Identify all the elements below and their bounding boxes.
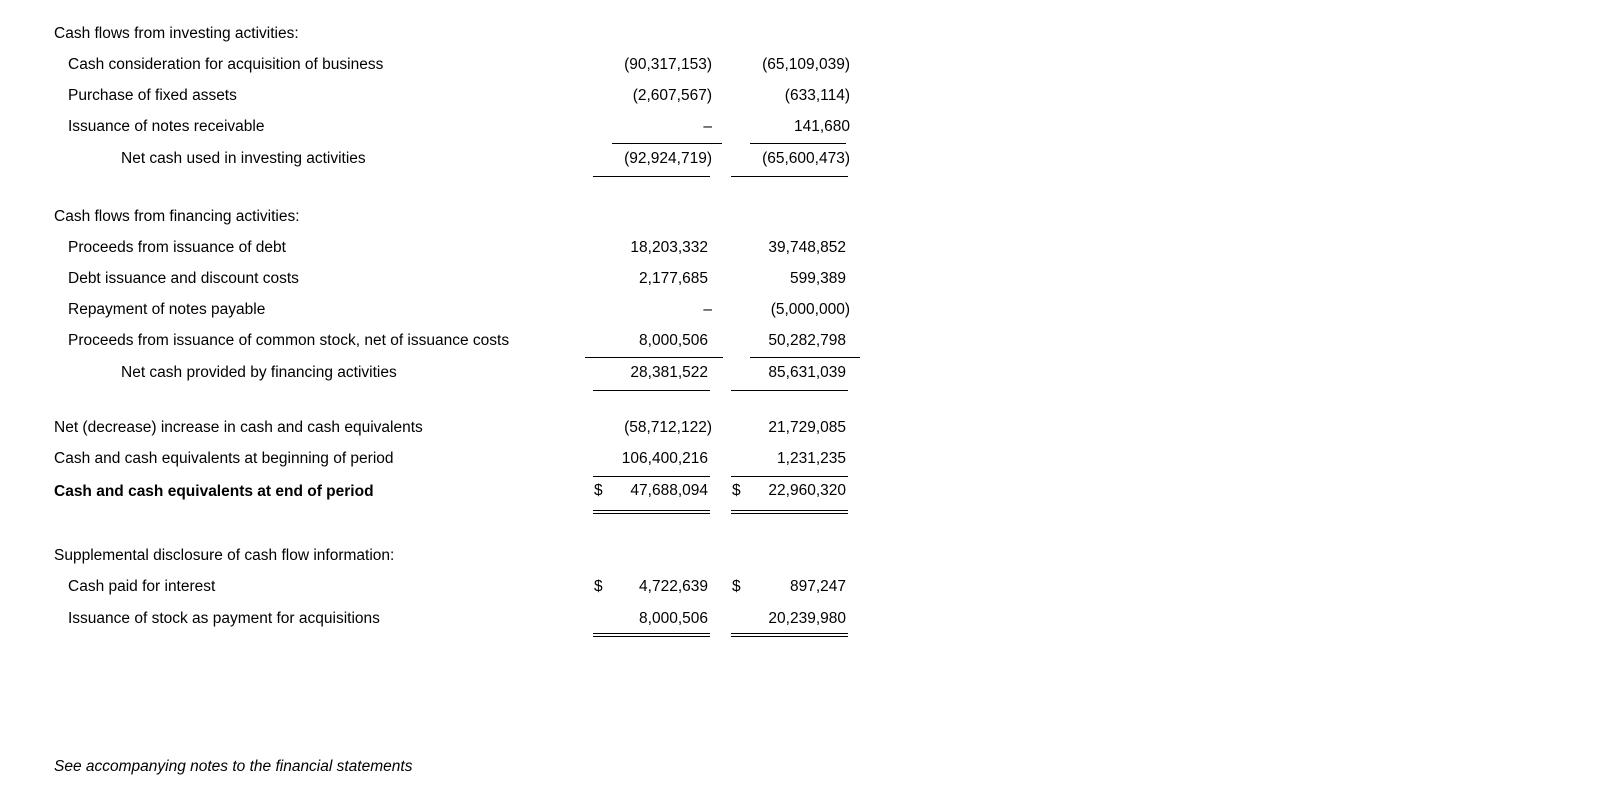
cell-value: 18,203,332 (630, 239, 708, 256)
end-balance-value: 22,960,320 (768, 482, 846, 499)
row-label: Cash consideration for acquisition of business (68, 56, 384, 73)
cell-value: – (703, 118, 712, 135)
cell-value: 106,400,216 (621, 450, 708, 467)
cell-value: 20,239,980 (768, 610, 846, 627)
cell-value: (5,000,000) (770, 301, 850, 318)
subtotal-rule (585, 357, 723, 358)
dollar-sign: $ (594, 578, 603, 595)
cell-value: 50,282,798 (768, 332, 846, 349)
subtotal-rule (731, 476, 848, 477)
cell-value: 897,247 (789, 578, 846, 595)
double-rule (593, 510, 710, 514)
cell-value: (65,109,039) (762, 56, 850, 73)
dollar-sign: $ (594, 482, 603, 499)
cell-value: (2,607,567) (632, 87, 712, 104)
row-label: Proceeds from issuance of debt (68, 239, 286, 256)
total-rule (731, 390, 848, 391)
row-label: Cash paid for interest (68, 578, 216, 595)
cell-value: (58,712,122) (624, 419, 712, 436)
financing-header: Cash flows from financing activities: (54, 208, 300, 225)
end-balance-label: Cash and cash equivalents at end of period (54, 483, 374, 500)
cell-value: 4,722,639 (639, 578, 708, 595)
cell-value: – (703, 301, 712, 318)
cell-value: 599,389 (789, 270, 846, 287)
row-label: Repayment of notes payable (68, 301, 266, 318)
subtotal-rule (612, 143, 722, 144)
cell-value: 1,231,235 (777, 450, 846, 467)
double-rule (731, 633, 848, 637)
cell-value: 2,177,685 (639, 270, 708, 287)
total-value: 28,381,522 (630, 364, 708, 381)
investing-header: Cash flows from investing activities: (54, 25, 299, 42)
row-label: Net (decrease) increase in cash and cash equivalents (54, 419, 423, 436)
double-rule (731, 510, 848, 514)
row-label: Debt issuance and discount costs (68, 270, 299, 287)
row-label: Issuance of stock as payment for acquisitions (68, 610, 380, 627)
total-value: 85,631,039 (768, 364, 846, 381)
double-rule (593, 633, 710, 637)
subtotal-rule (593, 476, 710, 477)
dollar-sign: $ (732, 482, 741, 499)
cell-value: 21,729,085 (768, 419, 846, 436)
dollar-sign: $ (732, 578, 741, 595)
cell-value: 141,680 (793, 118, 850, 135)
total-value: (65,600,473) (762, 150, 850, 167)
end-balance-value: 47,688,094 (630, 482, 708, 499)
total-rule (731, 176, 848, 177)
row-label: Proceeds from issuance of common stock, net of issuance costs (68, 332, 510, 349)
cell-value: 8,000,506 (639, 610, 708, 627)
row-label: Cash and cash equivalents at beginning of period (54, 450, 394, 467)
supplemental-header: Supplemental disclosure of cash flow information: (54, 547, 395, 564)
total-value: (92,924,719) (624, 150, 712, 167)
subtotal-rule (750, 143, 846, 144)
total-label: Net cash provided by financing activities (121, 364, 397, 381)
cell-value: (633,114) (784, 87, 850, 104)
cell-value: (90,317,153) (624, 56, 712, 73)
row-label: Issuance of notes receivable (68, 118, 265, 135)
cell-value: 39,748,852 (768, 239, 846, 256)
footer-note: See accompanying notes to the financial statements (54, 758, 413, 775)
cell-value: 8,000,506 (639, 332, 708, 349)
total-label: Net cash used in investing activities (121, 150, 366, 167)
total-rule (593, 176, 710, 177)
total-rule (593, 390, 710, 391)
subtotal-rule (750, 357, 860, 358)
row-label: Purchase of fixed assets (68, 87, 237, 104)
